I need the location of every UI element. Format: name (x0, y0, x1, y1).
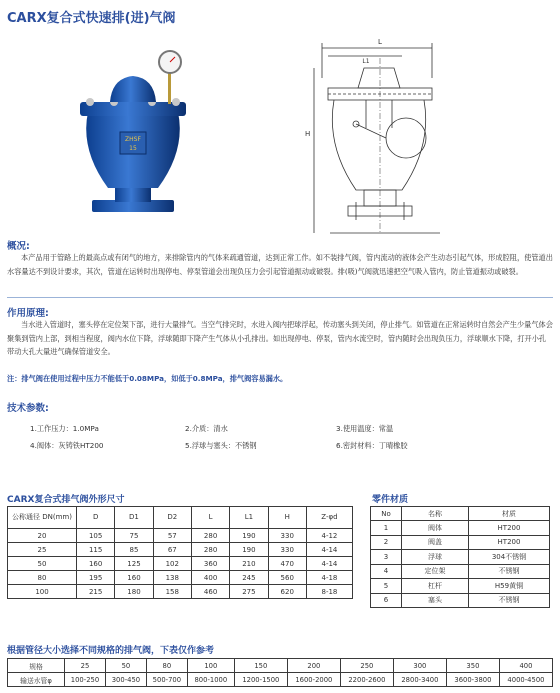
table-cell: 195 (77, 571, 115, 585)
table-cell: 620 (268, 585, 306, 599)
table-cell: 20 (8, 529, 77, 543)
table-cell: 2200-2600 (340, 673, 393, 687)
table-cell: 100 (8, 585, 77, 599)
table-cell: 350 (446, 659, 499, 673)
dim-L: L (378, 38, 382, 46)
table-cell: 138 (153, 571, 191, 585)
valve-drawing (300, 28, 460, 238)
param-body: 4.阀体：灰铸铁HT200 (30, 441, 104, 450)
table-cell: 80 (146, 659, 187, 673)
table-cell: 300 (393, 659, 446, 673)
table-cell: 280 (191, 529, 229, 543)
table-cell: 塞头 (402, 593, 469, 608)
table-cell: 阀盖 (402, 535, 469, 550)
table-cell: 50 (105, 659, 146, 673)
params-heading: 技术参数: (7, 403, 49, 414)
table-row (371, 550, 550, 565)
dim-H: H (305, 130, 311, 138)
dim-table (7, 506, 353, 599)
valve-photo (70, 40, 210, 225)
table-cell: 57 (153, 529, 191, 543)
table-cell: 275 (230, 585, 268, 599)
table-cell: 阀体 (402, 521, 469, 536)
table-cell: 125 (115, 557, 153, 571)
table-cell: HT200 (469, 521, 550, 536)
table-cell: 160 (77, 557, 115, 571)
table-cell: 80 (8, 571, 77, 585)
overview-text: 本产品用于管路上的最高点或有闭气的地方，来排除管内的气体来疏通管道，达到正常工作。如不装排气阀，管内流动的液体会产生动态引起气体，形成腔阻，使管道出水容量达不到设计要求，其次，管道在运转时出现停电、停泵管道会出现负压力会引起管道振动或破裂。排(吸)气阀就迅速把空气吸入管内，防止管道振动或破裂。 (7, 253, 553, 276)
table-cell: 6 (371, 593, 402, 608)
table-cell: 1200-1500 (234, 673, 287, 687)
param-medium: 2.介质：清水 (185, 424, 228, 433)
table-cell: 215 (77, 585, 115, 599)
dim-col-l1: L1 (230, 507, 268, 529)
table-cell: 470 (268, 557, 306, 571)
table-cell: 190 (230, 529, 268, 543)
table-cell: 100 (187, 659, 234, 673)
table-cell: 2800-3400 (393, 673, 446, 687)
table-cell: 1600-2000 (287, 673, 340, 687)
dim-L1: L1 (362, 58, 370, 65)
dim-col-z: Z-φd (306, 507, 352, 529)
dim-col-l: L (191, 507, 229, 529)
table-row (8, 557, 353, 571)
table-cell: 200 (287, 659, 340, 673)
pipe-table (7, 658, 553, 687)
table-cell: 4-14 (306, 543, 352, 557)
table-cell: 3 (371, 550, 402, 565)
table-cell: 4-14 (306, 557, 352, 571)
principle-heading: 作用原理: (7, 308, 49, 319)
table-cell: 25 (65, 659, 106, 673)
table-cell: 210 (230, 557, 268, 571)
plate-text-2: 15 (129, 145, 137, 152)
table-cell: 规格 (8, 659, 65, 673)
table-cell: 100-250 (65, 673, 106, 687)
table-cell: 102 (153, 557, 191, 571)
table-cell: 5 (371, 579, 402, 594)
table-row (8, 571, 353, 585)
table-cell: 300-450 (105, 673, 146, 687)
table-cell: 115 (77, 543, 115, 557)
table-cell: 定位架 (402, 564, 469, 579)
mat-table-title: 零件材质 (372, 495, 409, 505)
table-row (371, 579, 550, 594)
table-cell: 245 (230, 571, 268, 585)
table-row (371, 564, 550, 579)
table-row (371, 535, 550, 550)
table-cell: 280 (191, 543, 229, 557)
table-cell: 输送水管φ (8, 673, 65, 687)
table-cell: HT200 (469, 535, 550, 550)
table-cell: 50 (8, 557, 77, 571)
table-cell: 4 (371, 564, 402, 579)
table-cell: 1 (371, 521, 402, 536)
param-float: 5.浮球与塞头：不锈钢 (185, 441, 257, 450)
principle-text: 当水进入管道时，塞头停在定位架下部，进行大量排气。当空气排完时，水进入阀内把球浮起，传动塞头到关闭，停止排气。如管道在正常运转时自然会产生少量气体会聚集到管内上部，到相当程度，阀内水位下降，浮球随即下降产生气体从小孔排出。如出现停电、停泵，管内水流空时，管内随时会出现负压力，浮球顺水下降，打开小孔带动大孔大量进气确保管道安全。 (7, 320, 553, 356)
table-cell: 4000-4500 (499, 673, 552, 687)
param-seal: 6.密封材料：丁晴橡胶 (336, 441, 408, 450)
table-row (8, 585, 353, 599)
table-cell: 158 (153, 585, 191, 599)
table-row (8, 529, 353, 543)
table-cell: 75 (115, 529, 153, 543)
table-cell: 4-18 (306, 571, 352, 585)
table-cell: 160 (115, 571, 153, 585)
table-cell: 105 (77, 529, 115, 543)
table-cell: 360 (191, 557, 229, 571)
table-cell: 8-18 (306, 585, 352, 599)
table-cell: 460 (191, 585, 229, 599)
param-temperature: 3.使用温度：常温 (336, 424, 394, 433)
table-cell: 浮球 (402, 550, 469, 565)
table-row (8, 673, 553, 687)
table-cell: 180 (115, 585, 153, 599)
dim-col-dn: 公称通径 DN(mm) (8, 507, 77, 529)
table-cell: 400 (191, 571, 229, 585)
page-title: CARX复合式快速排(进)气阀 (7, 11, 176, 26)
dim-col-d: D (77, 507, 115, 529)
mat-table (370, 506, 550, 608)
table-row (8, 543, 353, 557)
overview-heading: 概况: (7, 241, 30, 252)
mat-col-no: No (371, 507, 402, 521)
dim-col-h: H (268, 507, 306, 529)
table-cell: 杠杆 (402, 579, 469, 594)
table-cell: 500-700 (146, 673, 187, 687)
divider (7, 297, 553, 298)
note-text: 注：排气阀在使用过程中压力不能低于0.08MPa，如低于0.8MPa，排气阀容易漏水。 (7, 374, 288, 383)
table-cell: 不锈钢 (469, 564, 550, 579)
table-cell: 330 (268, 529, 306, 543)
table-cell: 400 (499, 659, 552, 673)
table-cell: 85 (115, 543, 153, 557)
table-row (371, 593, 550, 608)
table-cell: 3600-3800 (446, 673, 499, 687)
table-cell: 330 (268, 543, 306, 557)
table-row (371, 521, 550, 536)
table-cell: 150 (234, 659, 287, 673)
dim-col-d1: D1 (115, 507, 153, 529)
table-cell: 4-12 (306, 529, 352, 543)
table-cell: 304不锈钢 (469, 550, 550, 565)
table-cell: 190 (230, 543, 268, 557)
table-cell: 67 (153, 543, 191, 557)
table-cell: 560 (268, 571, 306, 585)
table-row (8, 659, 553, 673)
table-cell: H59黄铜 (469, 579, 550, 594)
mat-col-material: 材质 (469, 507, 550, 521)
table-cell: 不锈钢 (469, 593, 550, 608)
mat-col-name: 名称 (402, 507, 469, 521)
table-cell: 800-1000 (187, 673, 234, 687)
dim-col-d2: D2 (153, 507, 191, 529)
param-pressure: 1.工作压力：1.0MPa (30, 424, 99, 433)
pipe-table-title: 根据管径大小选择不同规格的排气阀，下表仅作参考 (7, 646, 215, 656)
table-cell: 2 (371, 535, 402, 550)
table-cell: 250 (340, 659, 393, 673)
dim-table-title: CARX复合式排气阀外形尺寸 (7, 495, 125, 505)
table-cell: 25 (8, 543, 77, 557)
plate-text-1: ZHSF (125, 136, 141, 143)
